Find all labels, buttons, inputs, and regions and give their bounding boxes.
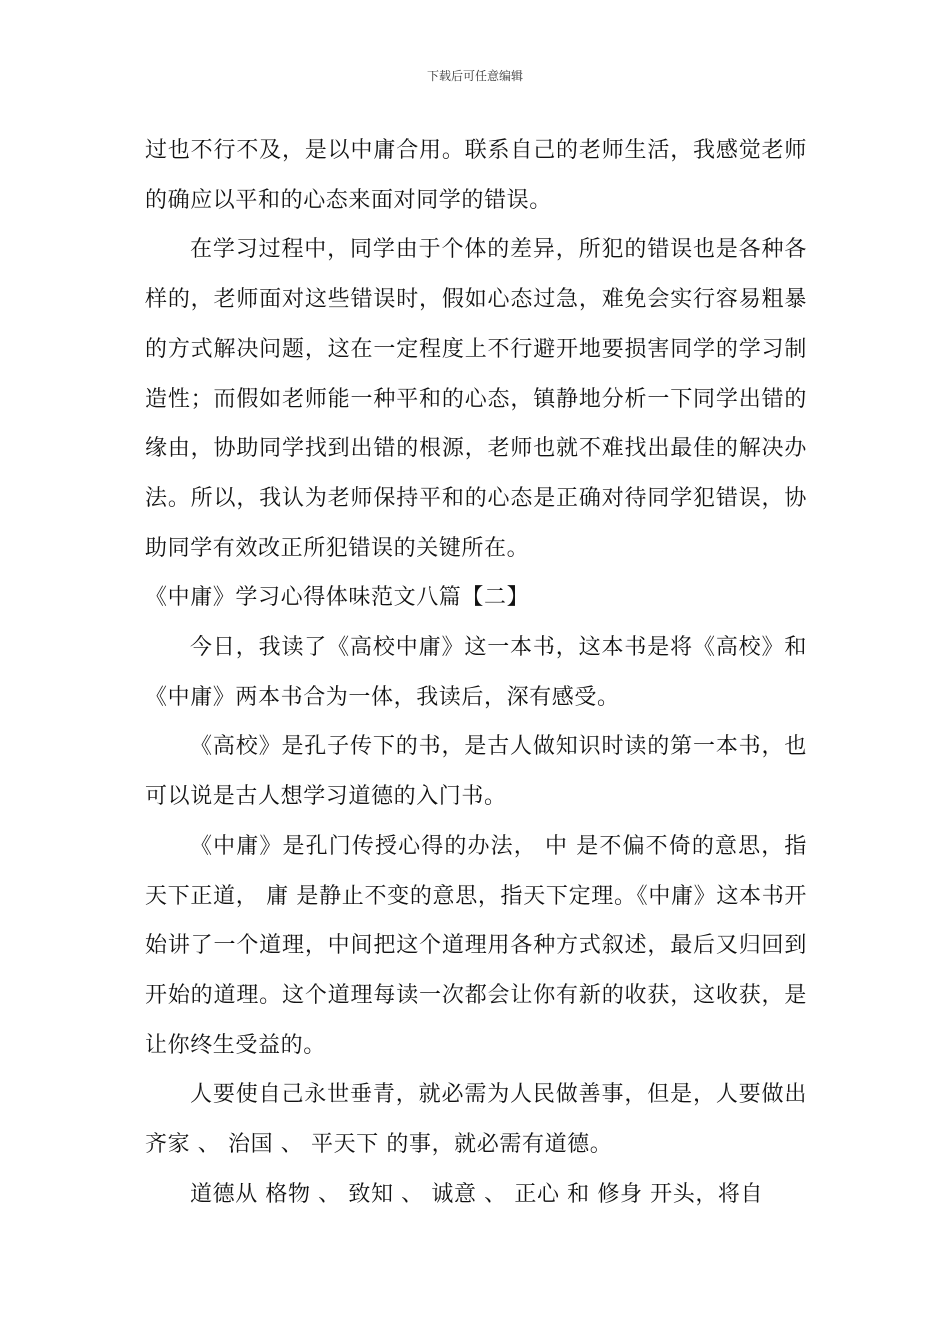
paragraph: 《中庸》是孔门传授心得的办法， 中 是不偏不倚的意思，指天下正道， 庸 是静止不变的意思，指天下定理。《中庸》这本书开始讲了一个道理，中间把这个道理用各种方式叙述，最后又归回到开始的道理。这个道理每读一次都会让你有新的收获，这收获，是让你终生受益的。 (145, 833, 807, 1058)
paragraph: 人要使自己永世垂青，就必需为人民做善事，但是，人要做出 齐家 、 治国 、 平天下 的事，就必需有道德。 (145, 1082, 807, 1158)
paragraph: 《高校》是孔子传下的书，是古人做知识时读的第一本书，也可以说是古人想学习道德的入门书。 (145, 734, 807, 810)
document-body (145, 126, 807, 1219)
paragraph-continuation: 过也不行不及，是以中庸合用。联系自己的老师生活，我感觉老师的确应以平和的心态来面对同学的错误。 (145, 138, 807, 213)
page-header: 下载后可任意编辑 (426, 69, 523, 83)
paragraph: 今日，我读了《高校中庸》这一本书，这本书是将《高校》和《中庸》两本书合为一体，我读后，深有感受。 (145, 635, 807, 710)
paragraph: 道德从 格物 、 致知 、 诚意 、 正心 和 修身 开头，将自 (190, 1181, 764, 1207)
paragraph: 在学习过程中，同学由于个体的差异，所犯的错误也是各种各样的，老师面对这些错误时，假如心态过急，难免会实行容易粗暴的方式解决问题，这在一定程度上不行避开地要损害同学的学习制造性；而假如老师能一种平和的心态，镇静地分析一下同学出错的缘由，协助同学找到出错的根源，老师也就不难找出最佳的解决办法。所以，我认为老师保持平和的心态是正确对待同学犯错误，协助同学有效改正所犯错误的关键所在。 (145, 237, 807, 561)
section-heading: 《中庸》学习心得体味范文八篇【二】 (145, 585, 530, 611)
